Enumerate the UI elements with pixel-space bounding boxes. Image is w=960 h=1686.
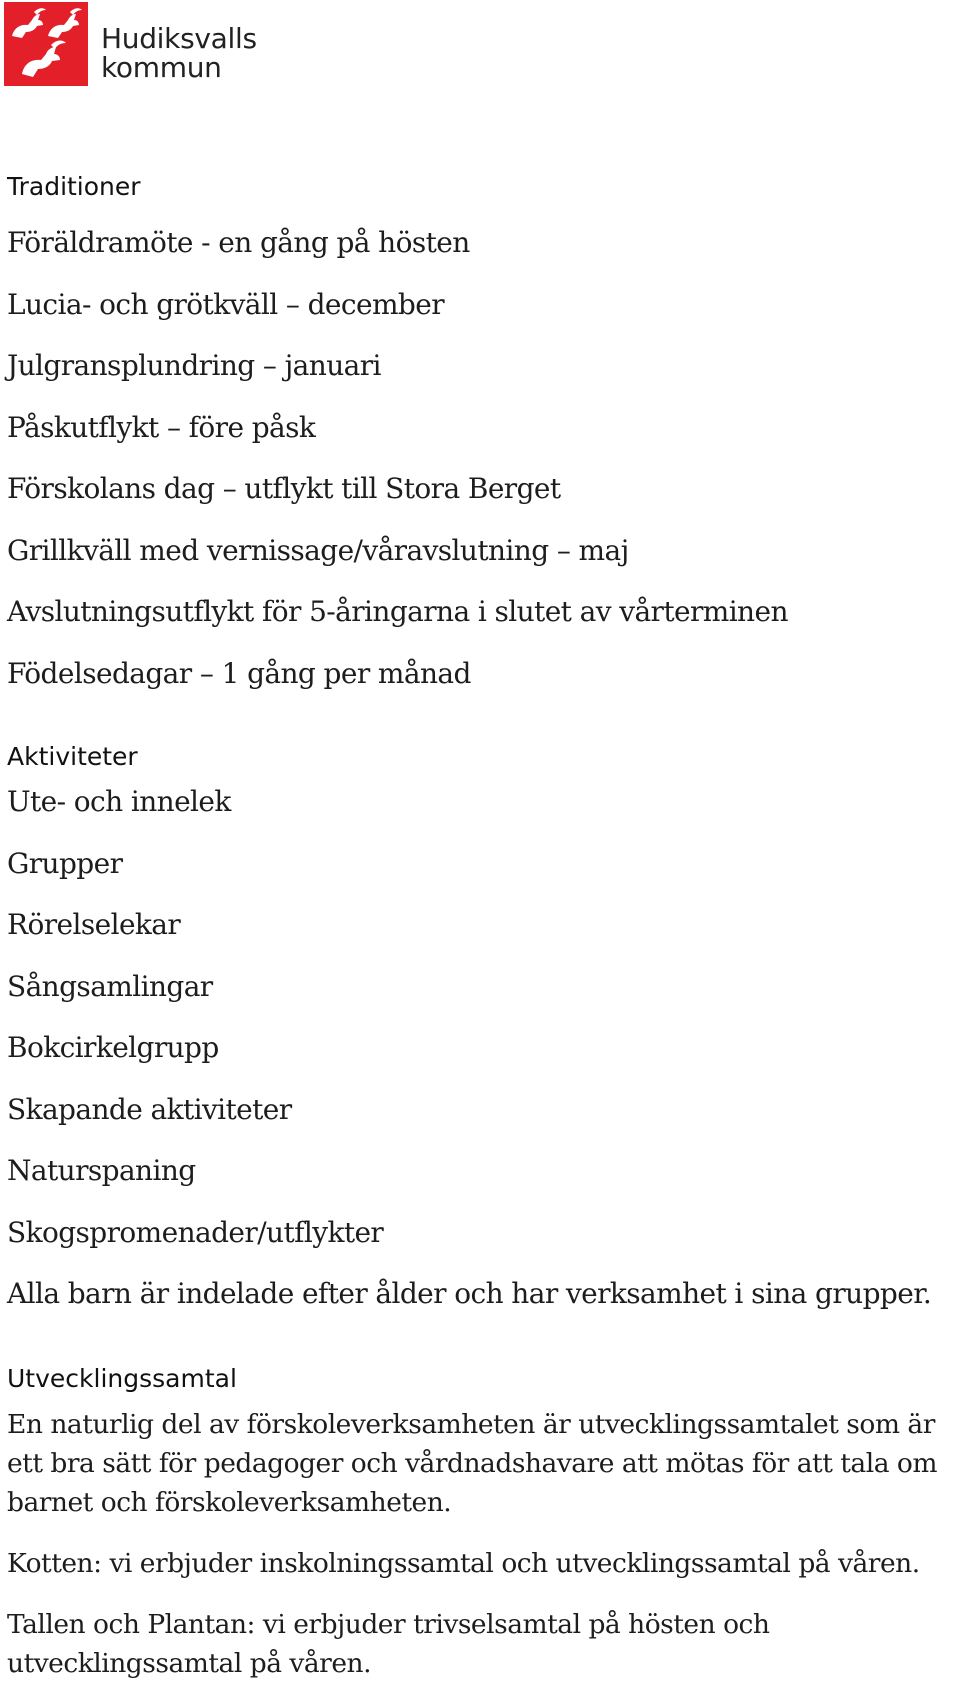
logo-line-1: Hudiksvalls [101,22,257,55]
tradition-item: Julgransplundring – januari [7,349,381,382]
hudiksvalls-logo-icon [4,2,88,86]
utvecklingssamtal-paragraph: En naturlig del av förskoleverksamheten är utvecklingssamtalet som är ett bra sätt för pedagoger och vårdnadshavare att mötas för att tala om barnet och förskoleverksamheten. [7,1409,938,1518]
heading-utvecklingssamtal: Utvecklingssamtal [7,1364,237,1393]
tradition-item: Grillkväll med vernissage/våravslutning – maj [7,534,629,567]
activity-item: Skapande aktiviteter [7,1093,292,1126]
activity-item: Ute- och innelek [7,785,231,818]
activity-item: Naturspaning [7,1154,196,1187]
tradition-item: Födelsedagar – 1 gång per månad [7,657,471,690]
activity-item: Rörelselekar [7,908,181,941]
utvecklingssamtal-paragraph: Kotten: vi erbjuder inskolningssamtal och utvecklingssamtal på våren. [7,1548,920,1579]
activity-item: Grupper [7,847,123,880]
activity-item: Sångsamlingar [7,970,213,1003]
activity-item: Skogspromenader/utflykter [7,1216,384,1249]
logo-wordmark [101,24,257,82]
heading-traditioner: Traditioner [7,172,141,201]
activity-note: Alla barn är indelade efter ålder och har verksamhet i sina grupper. [7,1277,932,1310]
tradition-item: Förskolans dag – utflykt till Stora Berget [7,472,561,505]
tradition-item: Påskutflykt – före påsk [7,411,316,444]
tradition-item: Lucia- och grötkväll – december [7,288,444,321]
tradition-item: Föräldramöte - en gång på hösten [7,226,470,259]
tradition-item: Avslutningsutflykt för 5-åringarna i slutet av vårterminen [7,595,788,628]
activity-item: Bokcirkelgrupp [7,1031,219,1064]
heading-aktiviteter: Aktiviteter [7,742,138,771]
utvecklingssamtal-paragraph: Tallen och Plantan: vi erbjuder trivselsamtal på hösten och utvecklingssamtal på våren. [7,1609,770,1679]
logo-line-2: kommun [101,51,222,84]
logo [4,2,257,86]
